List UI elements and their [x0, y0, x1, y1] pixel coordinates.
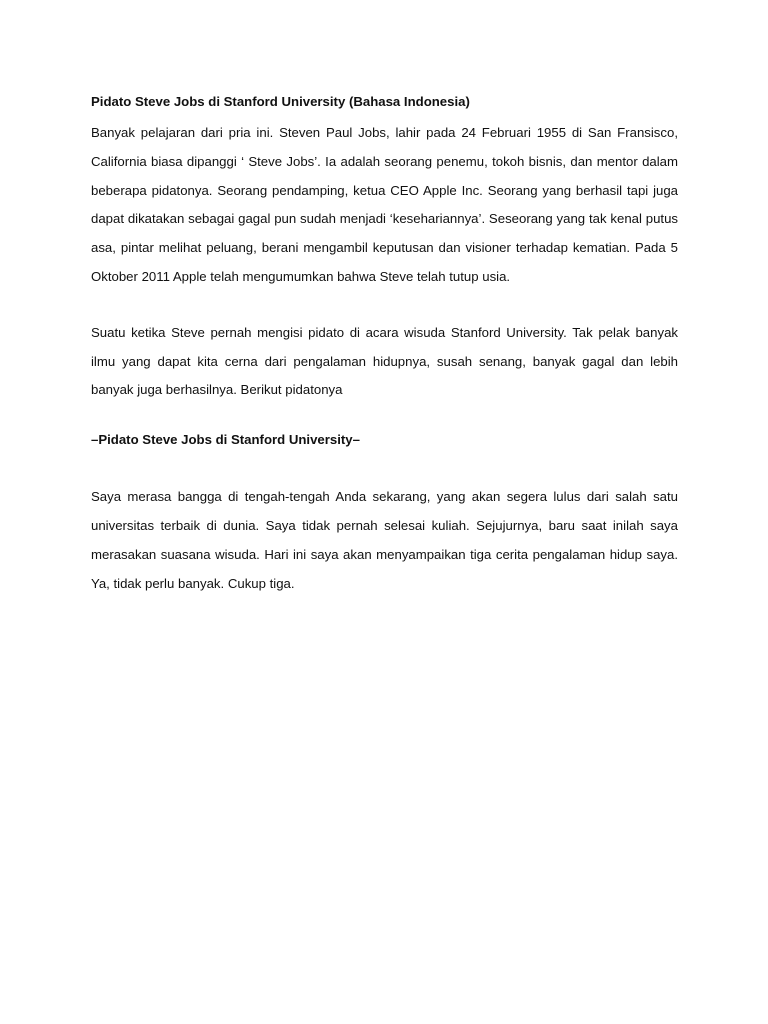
document-title: Pidato Steve Jobs di Stanford University (Bahasa Indonesia): [91, 94, 470, 109]
paragraph-graduation: Suatu ketika Steve pernah mengisi pidato di acara wisuda Stanford University. Tak pelak banyak ilmu yang dapat kita cerna dari pengalaman hidupnya, susah senang, banyak gagal dan lebih banyak juga berhasilnya. Berikut pidatonya: [91, 324, 678, 398]
paragraph-speech-opening: Saya merasa bangga di tengah-tengah Anda sekarang, yang akan segera lulus dari salah satu universitas terbaik di dunia. Saya tidak pernah selesai kuliah. Sejujurnya, baru saat inilah saya merasakan suasana wisuda. Hari ini saya akan menyampaikan tiga cerita pengalaman hidup saya. Ya, tidak perlu banyak. Cukup tiga.: [91, 489, 678, 591]
paragraph-intro: Banyak pelajaran dari pria ini. Steven Paul Jobs, lahir pada 24 Februari 1955 di San Fransisco, California biasa dipanggi ‘ Steve Jobs’. Ia adalah seorang penemu, tokoh bisnis, dan mentor dalam beberapa pidatonya. Seorang pendamping, ketua CEO Apple Inc. Seorang yang berhasil tapi juga dapat dikatakan sebagai gagal pun sudah menjadi ‘kesehariannya’. Seseorang yang tak kenal putus asa, pintar melihat peluang, berani mengambil keputusan dan visioner terhadap kematian. Pada 5 Oktober 2011 Apple telah mengumumkan bahwa Steve telah tutup usia.: [91, 125, 678, 284]
speech-subheading: –Pidato Steve Jobs di Stanford University–: [91, 432, 360, 448]
